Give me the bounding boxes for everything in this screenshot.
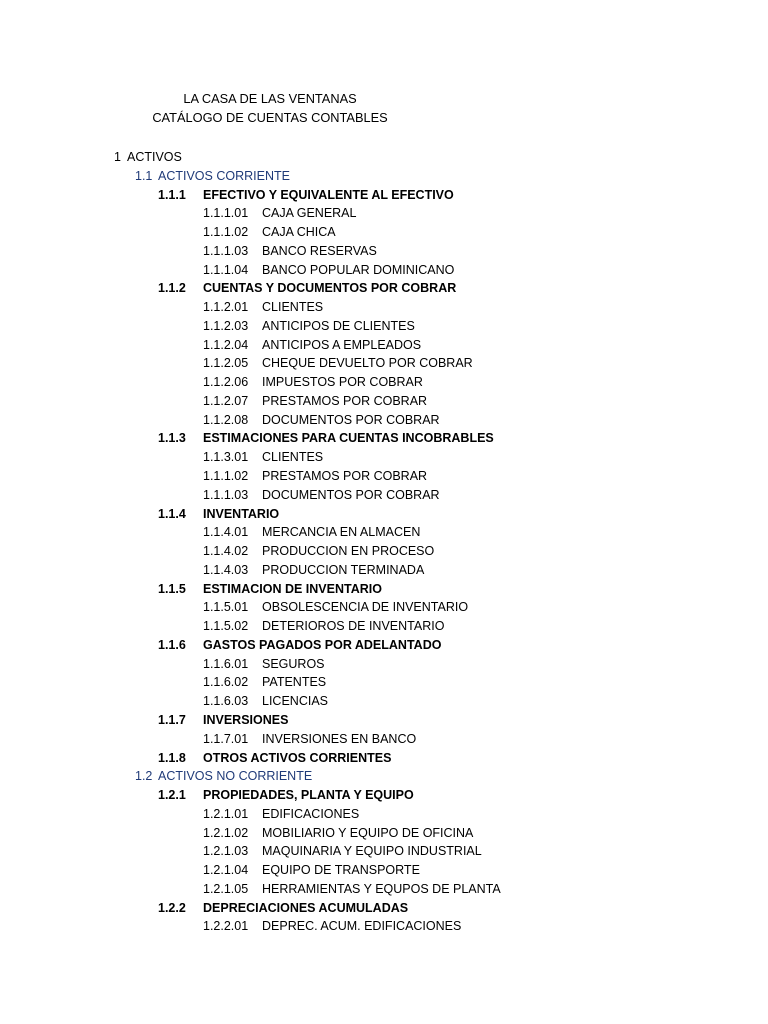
account-code: 1.1.6.02 [203, 675, 249, 690]
account-code: 1.1.2.06 [203, 375, 249, 390]
account-code: 1.1.8 [158, 750, 186, 765]
account-line-level-4 [0, 523, 768, 542]
account-code: 1.1.3 [158, 431, 186, 446]
account-code: 1.1.2.03 [203, 318, 249, 333]
account-line-level-4 [0, 336, 768, 355]
account-label: DOCUMENTOS POR COBRAR [262, 487, 440, 502]
account-label: INVERSIONES EN BANCO [262, 731, 417, 746]
account-label: ESTIMACION DE INVENTARIO [203, 581, 382, 596]
account-code: 1.1.2.05 [203, 356, 249, 371]
account-code: 1.1.7.01 [203, 731, 249, 746]
account-label: CLIENTES [262, 300, 324, 315]
account-line-level-4 [0, 261, 768, 280]
account-label: MAQUINARIA Y EQUIPO INDUSTRIAL [262, 844, 482, 859]
account-label: CUENTAS Y DOCUMENTOS POR COBRAR [203, 281, 457, 296]
account-code: 1.1.3.01 [203, 450, 249, 465]
account-code: 1.1.1 [158, 187, 186, 202]
account-label: ANTICIPOS A EMPLEADOS [262, 337, 422, 352]
account-line-level-4 [0, 880, 768, 899]
account-line-level-4 [0, 673, 768, 692]
account-code: 1.2.1 [158, 788, 186, 803]
account-line-level-4 [0, 598, 768, 617]
account-code: 1.2.1.05 [203, 881, 249, 896]
account-line-level-3 [0, 636, 768, 655]
account-label: SEGUROS [262, 656, 325, 671]
account-code: 1 [114, 150, 121, 164]
account-label: CLIENTES [262, 450, 324, 465]
account-code: 1.1.2.04 [203, 337, 249, 352]
account-code: 1.2.2 [158, 900, 186, 915]
account-code: 1.1.6 [158, 637, 186, 652]
account-label: ESTIMACIONES PARA CUENTAS INCOBRABLES [203, 431, 494, 446]
account-code: 1.1.4 [158, 506, 186, 521]
account-label: DETERIOROS DE INVENTARIO [262, 619, 445, 634]
account-label: ANTICIPOS DE CLIENTES [262, 318, 415, 333]
account-code: 1.1.7 [158, 712, 186, 727]
account-line-level-4 [0, 542, 768, 561]
account-label: PRESTAMOS POR COBRAR [262, 393, 428, 408]
account-label: MERCANCIA EN ALMACEN [262, 525, 421, 540]
account-line-level-4 [0, 561, 768, 580]
account-label: CAJA CHICA [262, 225, 336, 240]
account-line-level-4 [0, 242, 768, 261]
catalog-title-heading: CATÁLOGO DE CUENTAS CONTABLES [152, 110, 388, 125]
account-line-level-4 [0, 298, 768, 317]
account-line-level-4 [0, 204, 768, 223]
account-line-level-3 [0, 899, 768, 918]
account-label: ACTIVOS [127, 150, 182, 164]
account-label: PRODUCCION TERMINADA [262, 562, 425, 577]
account-code: 1.2.1.04 [203, 863, 249, 878]
account-label: ACTIVOS CORRIENTE [158, 168, 290, 183]
account-line-level-4 [0, 824, 768, 843]
account-line-level-3 [0, 580, 768, 599]
account-label: OBSOLESCENCIA DE INVENTARIO [262, 600, 469, 615]
account-code: 1.1.2.08 [203, 412, 249, 427]
account-code: 1.2 [135, 769, 153, 784]
account-line-level-4 [0, 617, 768, 636]
account-line-level-4 [0, 486, 768, 505]
account-label: PROPIEDADES, PLANTA Y EQUIPO [203, 788, 414, 803]
account-code: 1.1.4.03 [203, 562, 249, 577]
account-code: 1.2.1.01 [203, 806, 249, 821]
account-label: LICENCIAS [262, 694, 328, 709]
account-line-level-4 [0, 448, 768, 467]
account-code: 1.1.2 [158, 281, 186, 296]
account-code: 1.1.1.03 [203, 487, 249, 502]
account-code: 1.1.4.01 [203, 525, 249, 540]
account-line-level-3 [0, 711, 768, 730]
account-code: 1.2.1.02 [203, 825, 249, 840]
account-line-level-4 [0, 354, 768, 373]
account-label: CHEQUE DEVUELTO POR COBRAR [262, 356, 473, 371]
account-label: PRESTAMOS POR COBRAR [262, 469, 428, 484]
company-name-heading: LA CASA DE LAS VENTANAS [183, 91, 357, 106]
account-line-level-3 [0, 279, 768, 298]
account-line-level-3 [0, 786, 768, 805]
account-label: BANCO RESERVAS [262, 243, 377, 258]
account-code: 1.1 [135, 168, 153, 183]
account-line-level-4 [0, 655, 768, 674]
account-code: 1.1.6.01 [203, 656, 249, 671]
account-code: 1.1.1.01 [203, 206, 249, 221]
account-label: CAJA GENERAL [262, 206, 357, 221]
account-line-level-4 [0, 842, 768, 861]
account-line-level-1 [0, 148, 768, 167]
account-line-level-2 [0, 167, 768, 186]
account-line-level-4 [0, 373, 768, 392]
account-code: 1.1.1.04 [203, 262, 249, 277]
account-line-level-4 [0, 805, 768, 824]
account-code: 1.1.2.07 [203, 393, 249, 408]
account-line-level-4 [0, 223, 768, 242]
account-label: OTROS ACTIVOS CORRIENTES [203, 750, 392, 765]
account-code: 1.2.1.03 [203, 844, 249, 859]
account-label: PATENTES [262, 675, 327, 690]
account-code: 1.1.6.03 [203, 694, 249, 709]
account-line-level-4 [0, 317, 768, 336]
account-label: DEPRECIACIONES ACUMULADAS [203, 900, 409, 915]
account-code: 1.1.4.02 [203, 544, 249, 559]
account-code: 1.1.5.02 [203, 619, 249, 634]
account-line-level-4 [0, 861, 768, 880]
account-code: 1.1.1.02 [203, 469, 249, 484]
account-code: 1.1.1.02 [203, 225, 249, 240]
account-label: EDIFICACIONES [262, 806, 360, 821]
account-line-level-4 [0, 917, 768, 936]
account-line-level-3 [0, 429, 768, 448]
account-line-level-4 [0, 467, 768, 486]
account-label: EQUIPO DE TRANSPORTE [262, 863, 420, 878]
account-code: 1.1.2.01 [203, 300, 249, 315]
account-code: 1.2.2.01 [203, 919, 249, 934]
account-label: EFECTIVO Y EQUIVALENTE AL EFECTIVO [203, 187, 454, 202]
account-label: HERRAMIENTAS Y EQUPOS DE PLANTA [262, 881, 501, 896]
account-label: MOBILIARIO Y EQUIPO DE OFICINA [262, 825, 474, 840]
account-line-level-4 [0, 411, 768, 430]
account-label: INVENTARIO [203, 506, 280, 521]
account-line-level-3 [0, 186, 768, 205]
account-line-level-4 [0, 692, 768, 711]
account-label: DEPREC. ACUM. EDIFICACIONES [262, 919, 462, 934]
account-line-level-4 [0, 730, 768, 749]
account-catalog-list [0, 148, 768, 936]
account-label: INVERSIONES [203, 712, 289, 727]
account-line-level-4 [0, 392, 768, 411]
account-label: DOCUMENTOS POR COBRAR [262, 412, 440, 427]
account-label: GASTOS PAGADOS POR ADELANTADO [203, 637, 442, 652]
account-line-level-3 [0, 749, 768, 768]
account-label: IMPUESTOS POR COBRAR [262, 375, 423, 390]
account-label: PRODUCCION EN PROCESO [262, 544, 435, 559]
account-label: BANCO POPULAR DOMINICANO [262, 262, 455, 277]
account-code: 1.1.1.03 [203, 243, 249, 258]
account-code: 1.1.5 [158, 581, 186, 596]
account-line-level-3 [0, 505, 768, 524]
account-line-level-2 [0, 767, 768, 786]
account-label: ACTIVOS NO CORRIENTE [158, 769, 313, 784]
account-code: 1.1.5.01 [203, 600, 249, 615]
